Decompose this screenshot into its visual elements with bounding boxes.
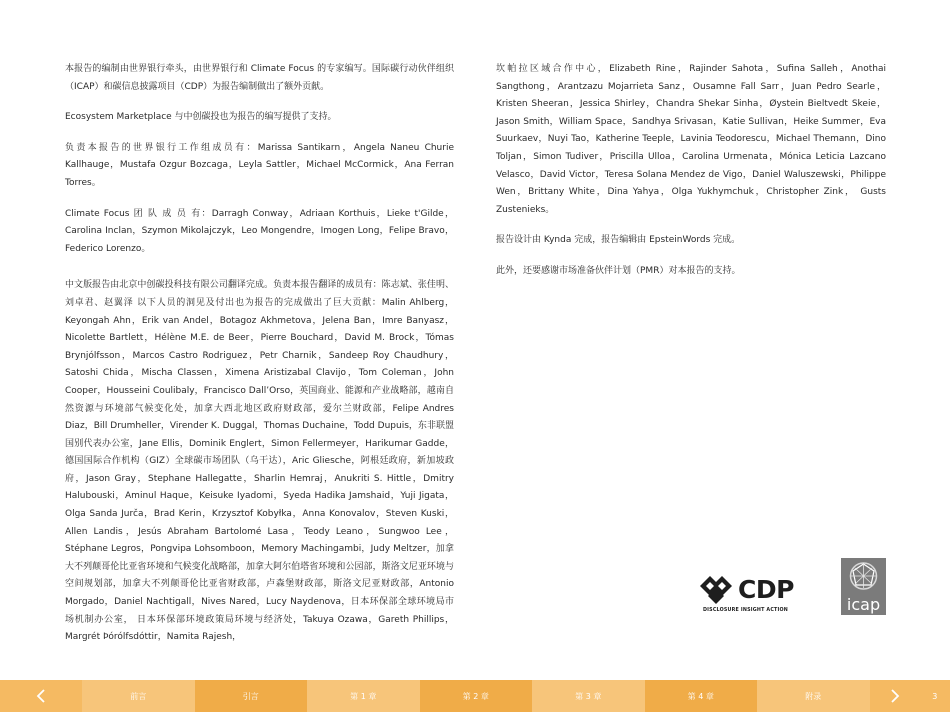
intro-paragraph: 本报告的编制由世界银行牵头，由世界银行和 Climate Focus 的专家编写。国际碳行动伙伴组织（ICAP）和碳信息披露项目（CDP）为报告编制做出了额外贡献。 bbox=[65, 64, 454, 92]
acknowledgements-continued-paragraph: 坎帕拉区域合作中心，Elizabeth Rine，Rajinder Sahota，Sufina Salleh，Anothai Sangthong，Arantzazu Mojarrieta Sanz，Ousamne Fall Sarr，Juan Pedro Searle，Kristen Sheeran，Jessica Shirley，Chandra Shekar Sinha，Øystein Bieltvedt Skeie，Jason Smith，William Space，Sandhya Srivasan，Katie Sullivan，Heike Summer，Eva Suurkaev，Nuyi Tao，Katherine Teeple，Lavinia Teodorescu，Michael Themann，Dino Toljan，Simon Tudiver，Priscilla Ulloa，Carolina Urmenata，Mónica Leticia Lazcano Velasco，David Victor，Teresa Solana Mendez de Vigo，Daniel Waluszewski，Philippe Wen，Brittany White，Dina Yahya，Olga Yukhymchuk，Christopher Zink， Gusts Zustenieks。 bbox=[496, 64, 886, 215]
chevron-right-icon bbox=[890, 689, 900, 703]
previous-page-button[interactable] bbox=[0, 680, 82, 712]
tab-preface[interactable]: 前言 bbox=[82, 680, 195, 712]
tab-introduction[interactable]: 引言 bbox=[195, 680, 308, 712]
partner-logos bbox=[698, 558, 888, 618]
climate-focus-team-paragraph: Climate Focus 团 队 成 员 有：Darragh Conway，Adriaan Korthuis，Lieke t'Gilde，Carolina Inclan，Szymon Mikolajczyk，Leo Mongendre，Imogen Long，Felipe Bravo，Federico Lorenzo。 bbox=[65, 208, 454, 254]
tab-chapter-1[interactable]: 第 1 章 bbox=[307, 680, 420, 712]
pmr-thanks-paragraph: 此外，还要感谢市场准备伙伴计划（PMR）对本报告的支持。 bbox=[496, 265, 741, 276]
cdp-tagline: DISCLOSURE INSIGHT ACTION bbox=[703, 608, 789, 613]
design-credits-paragraph: 报告设计由 Kynda 完成，报告编辑由 EpsteinWords 完成。 bbox=[496, 235, 741, 246]
right-column bbox=[496, 61, 886, 294]
icap-logo bbox=[841, 558, 886, 615]
bottom-navigation bbox=[0, 680, 950, 712]
page-number: 3 bbox=[932, 691, 938, 701]
cdp-mark-icon bbox=[698, 572, 738, 604]
cdp-wordmark: CDP bbox=[738, 575, 794, 604]
tab-chapter-3[interactable]: 第 3 章 bbox=[532, 680, 645, 712]
world-bank-team-paragraph: 负责本报告的世界银行工作组成员有：Marissa Santikarn，Angela Naneu Churie Kallhauge，Mustafa Ozgur Bozcaga，Leyla Sattler，Michael McCormick，Ana Ferran Torres。 bbox=[65, 142, 454, 188]
tab-appendix[interactable]: 附录 bbox=[757, 680, 870, 712]
chevron-left-icon bbox=[36, 689, 46, 703]
acknowledgements-paragraph: 中文版报告由北京中创碳投科技有限公司翻译完成。负责本报告翻译的成员有：陈志斌、张佳明、刘卓君、赵翼泽 以下人员的洞见及付出也为报告的完成做出了巨大贡献：Malin Ahlberg，Keyongah Ahn，Erik van Andel，Botagoz Akhmetova，Jelena Ban，Imre Banyasz，Nicolette Bartlett，Hélène M.E. de Beer，Pierre Bouchard，David M. Brock，Tómas Brynjólfsson，Marcos Castro Rodriguez，Petr Charnik，Sandeep Roy Chaudhury，Satoshi Chida，Mischa Classen，Ximena Aristizabal Clavijo，Tom Coleman，John Cooper，Housseini Coulibaly，Francisco Dall’Orso，英国商业、能源和产业战略部，越南自然资源与环境部气候变化处，加拿大西北地区政府财政部，爱尔兰财政部，Felipe Andres Diaz，Bill Drumheller，Virender K. Duggal，Thomas Duchaine，Todd Dupuis，东非联盟国别代表办公室，Jane Ellis，Dominik Englert，Simon Fellermeyer，Harikumar Gadde，德国国际合作机构（GIZ）全球碳市场团队（乌干达），Aric Gliesche，阿根廷政府，新加坡政府，Jason Gray，Stephane Hallegatte，Sharlin Hemraj，Anukriti S. Hittle，Dmitry Halubouski，Aminul Haque，Keisuke Iyadomi，Syeda Hadika Jamshaid，Yuji Jigata，Olga Sanda Jurča，Brad Kerin，Krzysztof Kobyłka，Anna Konovalov，Steven Kuski，Allen Landis，Jesús Abraham Bartolomé Lasa，Teody Leano，Sungwoo Lee，Stéphane Legros，Pongvipa Lohsomboon，Memory Machingambi，Judy Meltzer，加拿大不列颠哥伦比亚省环境和气候变化战略部，加拿大阿尔伯塔省环境和公园部，斯洛文尼亚环境与空间规划部，加拿大不列颠哥伦比亚省财政部，卢森堡财政部，斯洛文尼亚财政部，Antonio Morgado，Daniel Nachtigall，Nives Nared，Lucy Naydenova，日本环保部全球环境局市场机制办公室， 日本环保部环境政策局环境与经济处，Takuya Ozawa，Gareth Phillips，Margrét Þórólfsdóttir，Namita Rajesh， bbox=[65, 280, 454, 643]
tab-chapter-2[interactable]: 第 2 章 bbox=[420, 680, 533, 712]
cdp-logo bbox=[698, 572, 798, 616]
left-column bbox=[65, 61, 454, 660]
icap-wordmark: icap bbox=[846, 595, 881, 614]
support-paragraph: Ecosystem Marketplace 与中创碳投也为报告的编写提供了支持。 bbox=[65, 112, 337, 123]
globe-icon bbox=[841, 558, 886, 596]
next-page-button[interactable] bbox=[870, 680, 920, 712]
tab-chapter-4[interactable]: 第 4 章 bbox=[645, 680, 758, 712]
